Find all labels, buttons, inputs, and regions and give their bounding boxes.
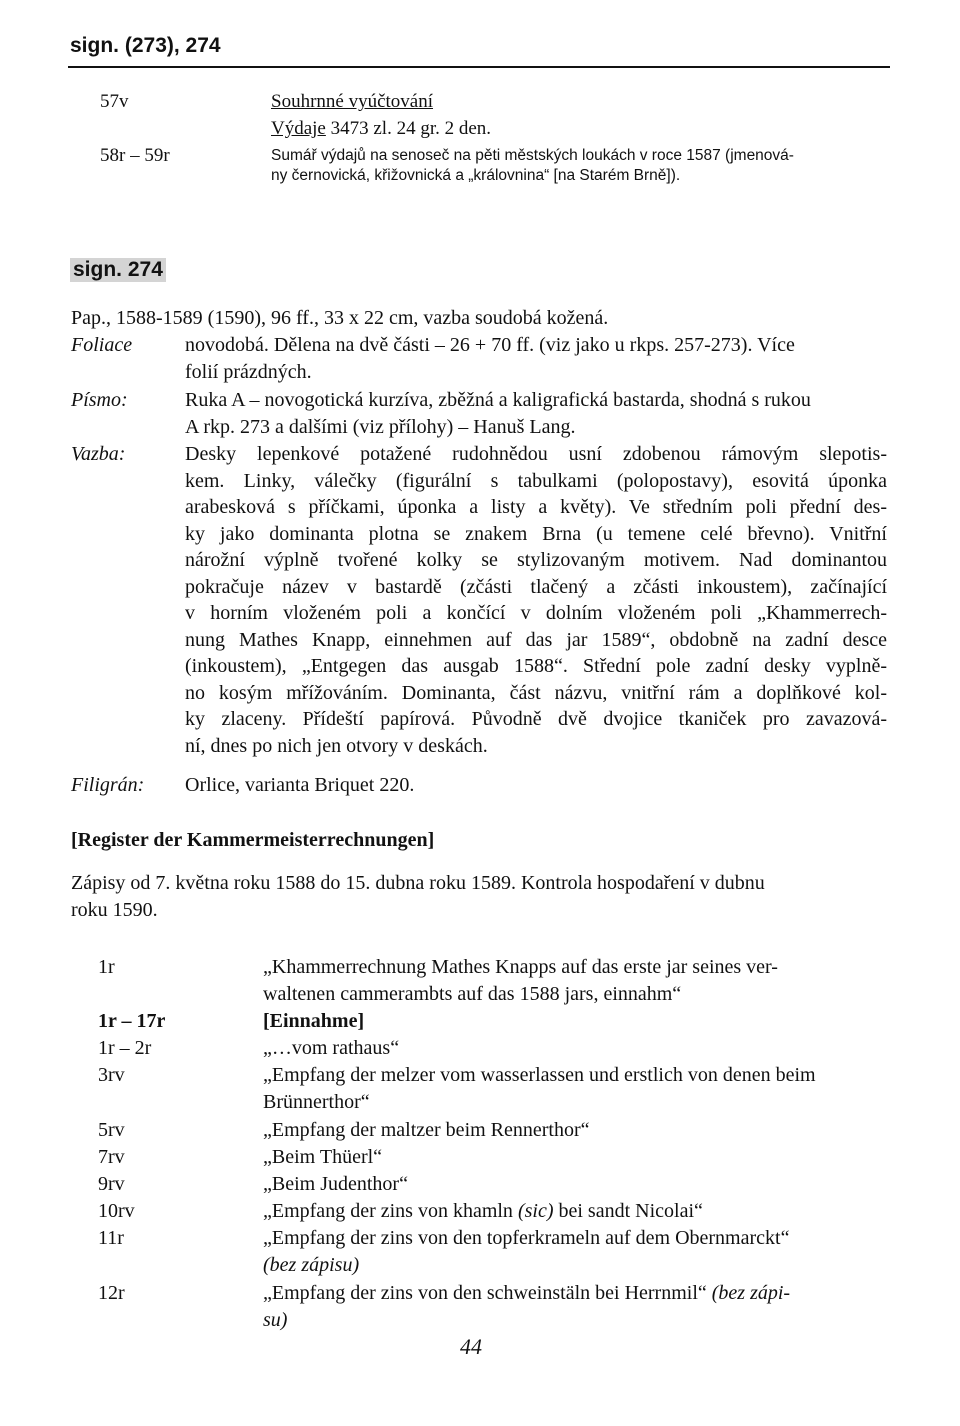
description-intro: Pap., 1588-1589 (1590), 96 ff., 33 x 22 cm, vazba soudobá kožená. xyxy=(71,307,609,329)
entry-folio: 9rv xyxy=(98,1173,125,1195)
entry-folio: 11r xyxy=(98,1227,124,1249)
entry-text-line: „Beim Thüerl“ xyxy=(263,1146,383,1168)
register-title: [Register der Kammermeisterrechnungen] xyxy=(71,829,435,851)
entry-sumar-line1: Sumář výdajů na senoseč na pěti městských loukách v roce 1587 (jmenová- xyxy=(271,147,794,164)
foliace-label: Foliace xyxy=(71,334,133,356)
section-heading: sign. 274 xyxy=(70,258,166,282)
entry-souhrnne: Souhrnné vyúčtování xyxy=(271,91,434,112)
entry-text-part: „Empfang der zins von khamln xyxy=(263,1200,518,1222)
entry-sumar-line2: ny černovická, křižovnická a „královnina“ [na Starém Brně]). xyxy=(271,167,681,184)
entry-folio: 7rv xyxy=(98,1146,125,1168)
page-number: 44 xyxy=(460,1334,482,1359)
pismo-label: Písmo: xyxy=(71,389,128,411)
sic-note: (sic) xyxy=(517,1200,554,1222)
vydaje-amount: 3473 zl. 24 gr. 2 den. xyxy=(325,118,492,139)
entry-folio: 5rv xyxy=(98,1119,125,1141)
filigran-label: Filigrán: xyxy=(71,774,145,796)
entry-text-line: „Beim Judenthor“ xyxy=(263,1173,408,1195)
pismo-line2: A rkp. 273 a dalšími (viz přílohy) – Hanuš Lang. xyxy=(185,416,576,438)
vazba-line: nung Mathes Knapp, einnehmen auf das jar 1589“, obdobně na zadní desce xyxy=(185,628,887,651)
vazba-line: pokračuje název v bastardě (zčásti tlačený a zčásti inkoustem), začínající xyxy=(185,575,887,598)
entry-folio: 10rv xyxy=(98,1200,135,1222)
vazba-line: nárožní výplně tvořené kolky se stylizovaným motivem. Nad dominantou xyxy=(185,549,887,571)
vazba-line: arabesková s příčkami, úponka a listy a květy). Ve středním poli přední des- xyxy=(185,496,887,518)
header-rule xyxy=(68,66,890,68)
vazba-line: kem. Linky, válečky (figurální s tabulkami (polopostavy), esovitá úponka xyxy=(185,469,887,492)
entry-text-line: „Empfang der zins von den topferkrameln auf dem Obernmarckt“ xyxy=(263,1227,790,1249)
vazba-line: ní, dnes po nich jen otvory v deskách. xyxy=(185,734,488,757)
entry-folio: 3rv xyxy=(98,1064,125,1086)
entry-folio: 1r – 17r xyxy=(98,1010,166,1032)
vazba-line: no kosým mřížováním. Dominanta, část názvu, vnitřní rám a doplňkové kol- xyxy=(185,681,887,704)
entry-folio: 12r xyxy=(98,1282,125,1304)
vazba-line: (inkoustem), „Entgegen das ausgab 1588“. Střední pole zadní desky vyplně- xyxy=(185,655,887,677)
entry-heading-einnahme: [Einnahme] xyxy=(263,1010,365,1032)
entry-text-part: bei sandt Nicolai“ xyxy=(553,1200,703,1222)
vazba-line: v horním vloženém poli a končící v dolním vloženém poli „Khammerrech- xyxy=(185,602,887,624)
vazba-label: Vazba: xyxy=(71,443,126,465)
entry-text-line: waltenen cammerambts auf das 1588 jars, einnahm“ xyxy=(263,983,682,1005)
entry-text-line: „Empfang der melzer vom wasserlassen und erstlich von denen beim xyxy=(263,1064,816,1086)
vydaje-label: Výdaje xyxy=(271,118,326,139)
folio-57v: 57v xyxy=(100,91,129,112)
entry-text-line xyxy=(263,1198,703,1225)
vazba-text xyxy=(185,441,887,759)
bez-zapisu-note: (bez zápi- xyxy=(711,1282,791,1304)
entry-text-line: „…vom rathaus“ xyxy=(263,1037,400,1059)
bez-zapisu-note-cont: su) xyxy=(263,1309,288,1331)
foliace-line1: novodobá. Dělena na dvě části – 26 + 70 ff. (viz jako u rkps. 257-273). Více xyxy=(185,334,795,356)
vazba-line: ky jako dominanta plotna se znakem Brna (u temene celé břevno). Vnitřní xyxy=(185,522,887,545)
entry-text-part: „Empfang der zins von den schweinstäln bei Herrnmil“ xyxy=(263,1282,712,1304)
pismo-line1: Ruka A – novogotická kurzíva, zběžná a kaligrafická bastarda, shodná s rukou xyxy=(185,389,811,411)
vazba-line: Desky lepenkové potažené rudohnědou usní zdobenou rámovým slepotis- xyxy=(185,443,887,465)
register-note-line2: roku 1590. xyxy=(71,899,158,921)
entry-text-line xyxy=(263,1280,790,1307)
entry-text-line: „Khammerrechnung Mathes Knapps auf das erste jar seines ver- xyxy=(263,956,778,978)
foliace-line2: folií prázdných. xyxy=(185,361,312,383)
folio-58r-59r: 58r – 59r xyxy=(100,145,170,166)
running-head: sign. (273), 274 xyxy=(70,34,221,57)
entry-text-line: Brünnerthor“ xyxy=(263,1091,370,1113)
filigran-text: Orlice, varianta Briquet 220. xyxy=(185,774,415,796)
vazba-line: ky zlaceny. Přídeští papírová. Původně dvě dvojice tkaniček pro zavazová- xyxy=(185,708,887,730)
entry-text-line: „Empfang der maltzer beim Rennerthor“ xyxy=(263,1119,590,1141)
bez-zapisu-note: (bez zápisu) xyxy=(263,1254,360,1276)
entry-vydaje xyxy=(271,118,491,140)
entry-folio: 1r – 2r xyxy=(98,1037,152,1059)
entry-folio: 1r xyxy=(98,956,115,978)
register-note-line1: Zápisy od 7. května roku 1588 do 15. dubna roku 1589. Kontrola hospodaření v dubnu xyxy=(71,872,765,894)
